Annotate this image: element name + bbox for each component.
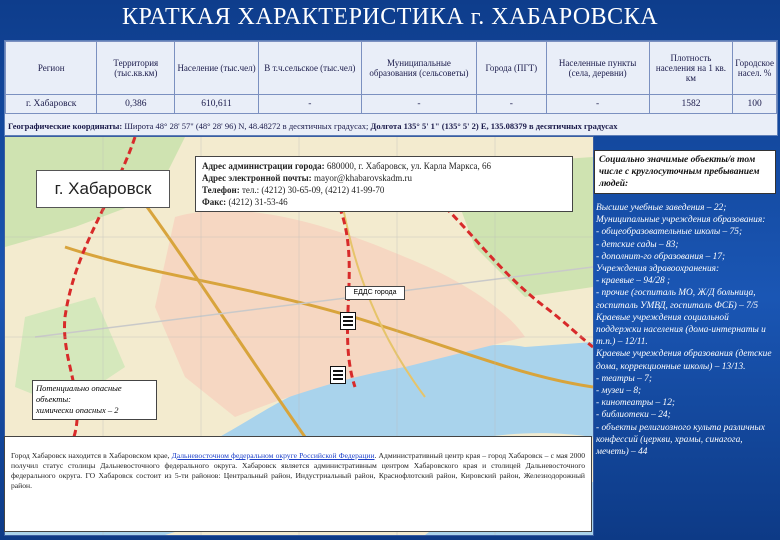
list-item: Высшие учебные заведения – 22; bbox=[596, 203, 727, 213]
stats-header-cell: Города (ПГТ) bbox=[477, 42, 547, 95]
list-item: - общеобразовательные школы – 75; bbox=[596, 227, 743, 238]
stats-value-cell: 1582 bbox=[649, 95, 733, 114]
list-item: - объекты религиозного культа различных конфессий (церкви, храмы, синагога, мечеть) – 44 bbox=[596, 422, 765, 458]
coordinates-latitude: Широта 48° 28' 57" (48° 28' 96) N, 48.48272 в десятичных градусах; bbox=[122, 121, 371, 131]
stats-value-cell: г. Хабаровск bbox=[6, 95, 97, 114]
hazard-value: химически опасных – 2 bbox=[36, 405, 119, 415]
stats-header-cell: Население (тыс.чел) bbox=[175, 42, 259, 95]
list-item: Муниципальные учреждения образования: bbox=[596, 215, 766, 226]
social-objects-panel bbox=[594, 150, 776, 536]
admin-address-label: Адрес администрации города: bbox=[202, 161, 325, 171]
stats-value-cell: 610,611 bbox=[175, 95, 259, 114]
admin-address-value: 680000, г. Хабаровск, ул. Карла Маркса, 66 bbox=[324, 161, 492, 171]
building-icon[interactable] bbox=[330, 366, 346, 384]
social-objects-list bbox=[594, 202, 776, 458]
social-objects-header: Социально значимые объекты/в том числе с круглосуточным пребыванием людей: bbox=[594, 150, 776, 194]
stats-header-cell: Регион bbox=[6, 42, 97, 95]
list-item: - музеи – 8; bbox=[596, 386, 642, 397]
stats-header-cell: Населенные пункты (села, деревни) bbox=[546, 42, 649, 95]
federal-district-link[interactable]: Дальневосточном федеральном округе Российской Федерации bbox=[171, 451, 375, 460]
phone-value: тел.: (4212) 30-65-09, (4212) 41-99-70 bbox=[239, 185, 385, 195]
description-text-1: Город Хабаровск находится в Хабаровском крае, bbox=[11, 451, 172, 460]
stats-value-cell: - bbox=[361, 95, 476, 114]
stats-header-cell: Муниципальные образования (сельсоветы) bbox=[361, 42, 476, 95]
list-item: - детские сады – 83; bbox=[596, 239, 679, 250]
phone-label: Телефон: bbox=[202, 185, 240, 195]
coordinates-longitude: Долгота 135° 5' 1" (135° 5' 2) E, 135.08379 в десятичных градусах bbox=[370, 121, 618, 131]
list-item: Краевые учреждения образования (детские дома, коррекционные школы) – 13/13. bbox=[596, 349, 772, 372]
stats-header-cell: Плотность населения на 1 кв. км bbox=[649, 42, 733, 95]
fax-label: Факс: bbox=[202, 197, 227, 207]
coordinates-label: Географические координаты: bbox=[8, 121, 123, 131]
stats-value-cell: - bbox=[546, 95, 649, 114]
list-item: Учреждения здравоохранения: bbox=[596, 264, 720, 275]
stats-value-cell: - bbox=[258, 95, 361, 114]
coordinates-line bbox=[4, 118, 776, 134]
list-item: Краевые учреждения социальной поддержки населения (дома-интернаты и т.п.) – 12/11. bbox=[596, 312, 766, 348]
list-item: - кинотеатры – 12; bbox=[596, 398, 676, 409]
stats-value-row bbox=[6, 95, 777, 114]
fax-value: (4212) 31-53-46 bbox=[226, 197, 288, 207]
stats-value-cell: 100 bbox=[733, 95, 777, 114]
list-item: - дополнит-го образования – 17; bbox=[596, 251, 726, 262]
city-label: г. Хабаровск bbox=[36, 170, 170, 208]
edds-label: ЕДДС города bbox=[345, 286, 405, 300]
email-value[interactable]: mayor@khabarovskadm.ru bbox=[311, 173, 412, 183]
page-title: КРАТКАЯ ХАРАКТЕРИСТИКА г. ХАБАРОВСКА bbox=[121, 4, 659, 30]
list-item: - прочие (госпиталь МО, Ж/Д больница, госпиталь УМВД, госпиталь ФСБ) – 7/5 bbox=[596, 288, 759, 311]
stats-value-cell: 0,386 bbox=[97, 95, 175, 114]
stats-header-cell: Городское насел. % bbox=[733, 42, 777, 95]
list-item: - краевые – 94/28 ; bbox=[596, 276, 671, 287]
stats-header-cell: Территория (тыс.кв.км) bbox=[97, 42, 175, 95]
stats-header-cell: В т.ч.сельское (тыс.чел) bbox=[258, 42, 361, 95]
hazard-box bbox=[32, 380, 157, 420]
stats-value-cell: - bbox=[477, 95, 547, 114]
description-text-2: . Административный центр края – город Хабаровск – с мая 2000 получил статус столицы Дальневосточного федерального округа. Хабаровск является административным центром Хабаровского края и столицей Дальневосточного федерального округа. ГО Хабаровск состоит из 5-ти районов: Центральный район, Индустриальный район, Краснофлотский район, Кировский район, Железнодорожный район. bbox=[11, 451, 586, 490]
email-label: Адрес электронной почты: bbox=[202, 173, 312, 183]
building-icon[interactable] bbox=[340, 312, 356, 330]
list-item: - театры – 7; bbox=[596, 373, 652, 384]
list-item: - библиотеки – 24; bbox=[596, 410, 671, 421]
stats-header-row bbox=[6, 42, 777, 95]
hazard-title: Потенциально опасные объекты: bbox=[36, 383, 122, 404]
address-box bbox=[195, 156, 573, 212]
description-box bbox=[4, 436, 592, 532]
